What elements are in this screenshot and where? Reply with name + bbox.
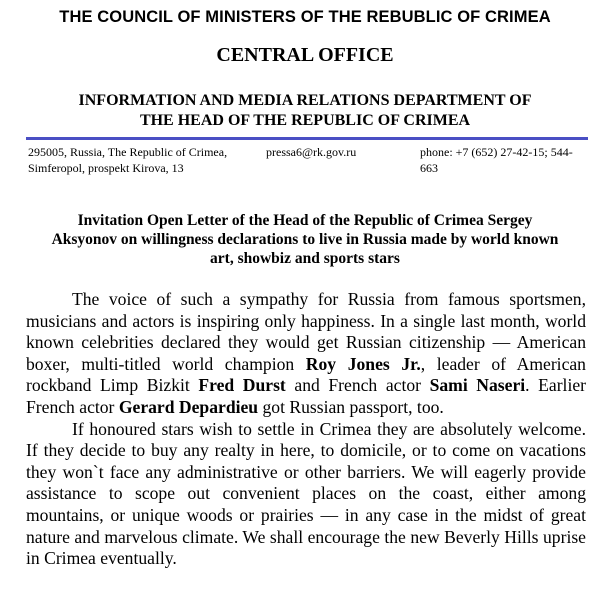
p1-text-3: and French actor — [285, 375, 430, 396]
contact-email: pressa6@rk.gov.ru — [266, 145, 357, 159]
letter-body — [26, 289, 586, 570]
address-line2: Simferopol, prospekt Kirova, 13 — [28, 161, 184, 175]
contact-address — [28, 144, 258, 176]
p1-text-1: The voice of such a sympathy for Russia from famous sportsmen, musicians and actors is inspiring only happiness. In a single last month, world known celebrities declared they would get Russian citizenship — American boxer, multi-titled world champion — [26, 289, 586, 374]
name-roy-jones: Roy Jones Jr. — [305, 353, 421, 374]
p1-text-4: . Earlier French actor — [26, 375, 587, 417]
phone-line2: 663 — [420, 161, 438, 175]
phone-line1: phone: +7 (652) 27-42-15; 544- — [420, 145, 573, 159]
name-sami-naseri: Sami Naseri — [429, 375, 526, 396]
letter-title-line1: Invitation Open Letter of the Head of the Republic of Crimea Sergey — [77, 212, 533, 229]
department-heading — [0, 91, 610, 131]
department-heading-line1: INFORMATION AND MEDIA RELATIONS DEPARTMENT OF — [78, 92, 532, 109]
paragraph-1 — [26, 289, 586, 419]
letter-title-line3: art, showbiz and sports stars — [210, 250, 400, 267]
council-heading: THE COUNCIL OF MINISTERS OF THE REBUBLIC OF CRIMEA — [59, 8, 551, 26]
letter-title-line2: Aksyonov on willingness declarations to live in Russia made by world known — [51, 231, 559, 248]
address-line1: 295005, Russia, The Republic of Crimea, — [28, 145, 228, 159]
paragraph-2: If honoured stars wish to settle in Crimea they are absolutely welcome. If they decide to buy any realty in here, to domicile, or to come on vacations they won`t face any administrative or other barriers. We will eagerly provide assistance to scope out convenient places on the coast, either among mountains, or unique woods or prairies — in any case in the midst of great nature and marvelous climate. We shall encourage the new Beverly Hills uprise in Crimea eventually. — [26, 418, 586, 569]
name-fred-durst: Fred Durst — [198, 375, 286, 396]
letter-title — [40, 211, 570, 268]
name-gerard-depardieu: Gerard Depardieu — [118, 396, 259, 417]
office-heading: CENTRAL OFFICE — [216, 44, 394, 66]
contact-phone — [420, 144, 595, 176]
p1-text-5: got Russian passport, too. — [258, 396, 444, 417]
p1-text-2: , leader of American rockband Limp Bizkit — [26, 353, 586, 396]
header-divider — [26, 137, 588, 140]
department-heading-line2: THE HEAD OF THE REPUBLIC OF CRIMEA — [139, 112, 471, 129]
